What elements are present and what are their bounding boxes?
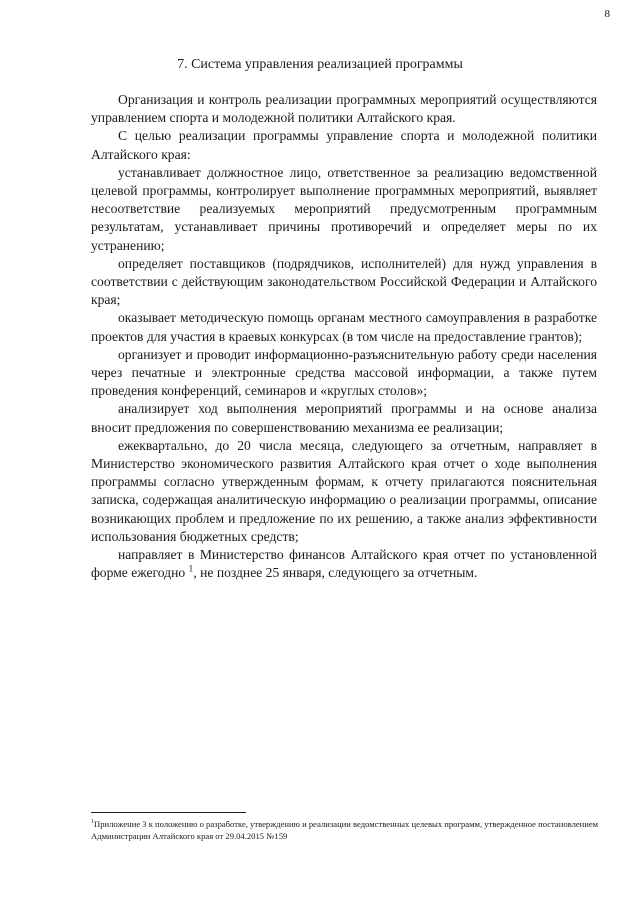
paragraph-last bbox=[91, 546, 597, 582]
footnote-separator bbox=[91, 812, 246, 813]
paragraph: организует и проводит информационно-разъяснительную работу среди населения через печатные и электронные средства массовой информации, а также путем проведения конференций, семинаров и «круглых столов»; bbox=[91, 346, 597, 399]
paragraph: С целью реализации программы управление спорта и молодежной политики Алтайского края: bbox=[91, 128, 597, 162]
paragraph-text-after: , не позднее 25 января, следующего за отчетным. bbox=[193, 565, 478, 581]
paragraph: определяет поставщиков (подрядчиков, исполнителей) для нужд управления в соответствии с действующим законодательством Российской Федерации и Алтайского края; bbox=[91, 255, 597, 308]
footnote bbox=[91, 818, 601, 842]
footnote-mark: 1 bbox=[91, 819, 95, 826]
section-heading: 7. Система управления реализацией программы bbox=[177, 57, 463, 72]
paragraph: ежеквартально, до 20 числа месяца, следующего за отчетным, направляет в Министерство экономического развития Алтайского края отчет о ходе выполнения программы согласно утвержденным формам, к отчету прилагаются пояснительная записка, содержащая аналитическую информацию о реализации программы, описание возникающих проблем и предложение по их решению, а также анализ эффективности использования бюджетных средств; bbox=[91, 437, 597, 544]
page-number: 8 bbox=[604, 8, 610, 20]
paragraph: Организация и контроль реализации программных мероприятий осуществляются управлением спорта и молодежной политики Алтайского края. bbox=[91, 92, 597, 126]
paragraph: оказывает методическую помощь органам местного самоуправления в разработке проектов для участия в краевых конкурсах (в том числе на предоставление грантов); bbox=[91, 310, 597, 344]
paragraph: устанавливает должностное лицо, ответственное за реализацию ведомственной целевой программы, контролирует выполнение программных мероприятий, выявляет несоответствие реализуемых мероприятий предусмотренным программным результатам, устанавливает причины противоречий и определяет меры по их устранению; bbox=[91, 164, 597, 253]
paragraph: анализирует ход выполнения мероприятий программы и на основе анализа вносит предложения по совершенствованию механизма ее реализации; bbox=[91, 401, 597, 435]
footnote-text: Приложение 3 к положению о разработке, утверждению и реализации ведомственных целевых программ, утвержденное постановлением Администрации Алтайского края от 29.04.2015 №159 bbox=[91, 819, 599, 841]
paragraph-text-before: направляет в Министерство финансов Алтайского края отчет по установленной форме ежегодно bbox=[91, 547, 597, 581]
footnote-reference[interactable]: 1 bbox=[188, 564, 194, 575]
document-body bbox=[91, 91, 597, 582]
